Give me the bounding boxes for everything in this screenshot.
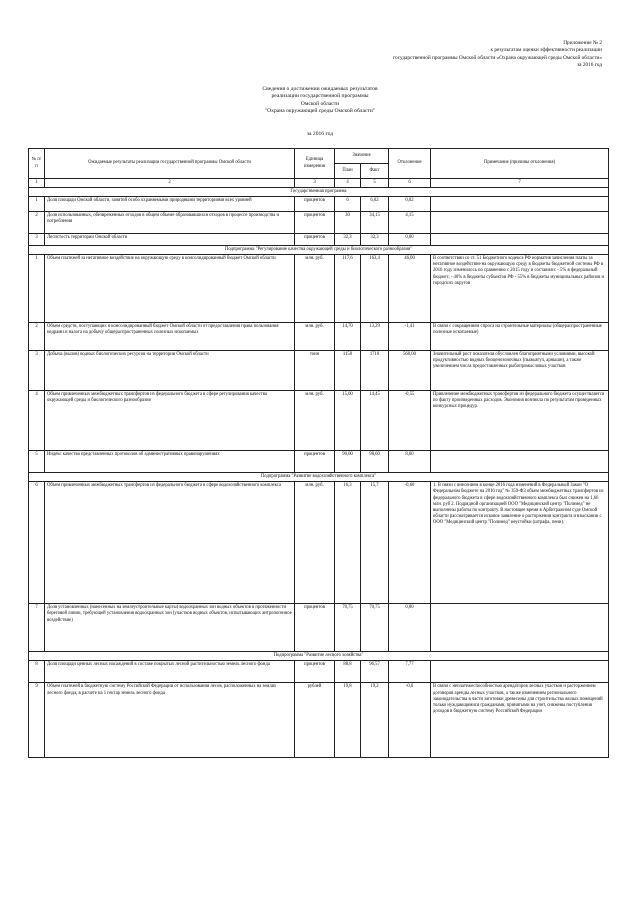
column-number: 5 xyxy=(361,179,389,188)
cell-plan: 90,00 xyxy=(335,451,361,473)
appendix-line: Приложение № 2 xyxy=(563,40,602,46)
table-row xyxy=(29,391,609,451)
cell-no: 2 xyxy=(29,212,45,234)
title-line: реализации государственной программы xyxy=(271,93,369,100)
cell-result: Объем средств, поступающих в консолидированный бюджет Омской области от предоставления права пользования недрами и налога на добычу общераспространенных полезных ископаемых xyxy=(45,323,295,351)
appendix-header xyxy=(272,40,602,70)
table-row xyxy=(29,255,609,323)
cell-fact: 163,4 xyxy=(361,255,389,323)
cell-deviation: 0,02 xyxy=(389,197,431,212)
document-title xyxy=(0,86,640,115)
cell-fact: 1710 xyxy=(361,351,389,391)
cell-note: В соответствии со ст. 51 Бюджетного кодекса РФ норматив зачисления платы за негативное воздействие на окружающую среду в бюджеты бюджетной системы РФ в 2016 году изменилось по сравнению с 2015 году и составили: - 5% в федеральный бюджет; - 40% в бюджеты субъектов РФ - 55% в бюджеты муниципальных районов и городских округов xyxy=(431,255,609,323)
cell-result: Доля площади Омской области, занятой особо охраняемыми природными территориями всех уровней xyxy=(45,197,295,212)
cell-note xyxy=(431,234,609,246)
cell-unit: рублей xyxy=(295,683,335,758)
cell-plan: 1150 xyxy=(335,351,361,391)
cell-plan: 30 xyxy=(335,212,361,234)
cell-deviation: -0,60 xyxy=(389,482,431,604)
cell-fact: 13,29 xyxy=(361,323,389,351)
cell-deviation: -0,55 xyxy=(389,391,431,451)
cell-no: 1 xyxy=(29,255,45,323)
header-plan: План xyxy=(335,164,361,179)
cell-no: 9 xyxy=(29,683,45,758)
cell-note: Привлечение межбюджетных трансфертов из федерального бюджета осуществляется по факту произведенных расходов. Экономия возникла по результатам проведенных конкурсных процедур. xyxy=(431,391,609,451)
header-no: № п/п xyxy=(29,149,45,179)
table-row xyxy=(29,604,609,652)
cell-deviation: -0,6 xyxy=(389,683,431,758)
cell-no: 2 xyxy=(29,323,45,351)
section-heading: Государственная программа xyxy=(29,188,609,197)
cell-unit: тонн xyxy=(295,351,335,391)
cell-fact: 96,57 xyxy=(361,661,389,683)
cell-no: 8 xyxy=(29,661,45,683)
table-row xyxy=(29,683,609,758)
cell-note xyxy=(431,197,609,212)
header-unit: Единица измерения xyxy=(295,149,335,179)
cell-deviation: 0,00 xyxy=(389,604,431,652)
cell-deviation: 7,77 xyxy=(389,661,431,683)
cell-result: Индекс качества представленных протоколов об административных правонарушениях xyxy=(45,451,295,473)
cell-fact: 6,02 xyxy=(361,197,389,212)
cell-result: Доля установленных (нанесенных на землеустроительные карты) водоохранных зон водных объектов в протяженности береговой линии, требующей установления водоохранных зон (участков водных объектов, испытывающих антропогенное воздействие) xyxy=(45,604,295,652)
cell-note xyxy=(431,212,609,234)
cell-fact: 15,7 xyxy=(361,482,389,604)
cell-fact: 14,45 xyxy=(361,391,389,451)
cell-plan: 32,3 xyxy=(335,234,361,246)
column-number: 2 xyxy=(45,179,295,188)
cell-note xyxy=(431,451,609,473)
title-line: Сведения о достижении ожидаемых результатов xyxy=(262,86,378,92)
cell-result: Лесистость территории Омской области xyxy=(45,234,295,246)
cell-fact: 70,75 xyxy=(361,604,389,652)
cell-plan: 19,8 xyxy=(335,683,361,758)
cell-note: В связи с сокращением спроса на строительные материалы (общераспространенные полезные ископаемые) xyxy=(431,323,609,351)
cell-note: Значительный рост показателя обусловлен благоприятными условиями, высокой продуктивностью водных биоценозоночных (пыжьягул, арнышн), а также увеличением числа предоставленных рыбопромысловых участков xyxy=(431,351,609,391)
table-row xyxy=(29,661,609,683)
cell-no: 6 xyxy=(29,482,45,604)
cell-unit: процентов xyxy=(295,661,335,683)
cell-result: Объем привлеченных межбюджетных трансфертов из федерального бюджета в сфере регулирования качества окружающей среды и биологического разнообразия xyxy=(45,391,295,451)
cell-plan: 117,6 xyxy=(335,255,361,323)
header-result: Ожидаемые результаты реализации государственной программы Омской области xyxy=(45,149,295,179)
header-fact: Факт xyxy=(361,164,389,179)
cell-deviation: -1,41 xyxy=(389,323,431,351)
cell-unit: млн. руб. xyxy=(295,482,335,604)
cell-plan: 88,8 xyxy=(335,661,361,683)
cell-note xyxy=(431,604,609,652)
cell-note xyxy=(431,661,609,683)
cell-result: Объем платежей в бюджетную систему Российской Федерации от использования лесов, расположенных на землях лесного фонда, в расчете на 1 гектар земель лесного фонда xyxy=(45,683,295,758)
cell-plan: 14,70 xyxy=(335,323,361,351)
cell-result: Объем привлеченных межбюджетных трансфертов из федерального бюджета в сфере водохозяйственного комплекса xyxy=(45,482,295,604)
cell-no: 7 xyxy=(29,604,45,652)
cell-plan: 6 xyxy=(335,197,361,212)
cell-result: Добыча (вылов) водных биологических ресурсов на территории Омской области xyxy=(45,351,295,391)
cell-plan: 70,75 xyxy=(335,604,361,652)
cell-deviation: 4,15 xyxy=(389,212,431,234)
cell-unit: млн. руб. xyxy=(295,391,335,451)
cell-plan: 16,3 xyxy=(335,482,361,604)
cell-unit: процентов xyxy=(295,197,335,212)
cell-fact: 98,60 xyxy=(361,451,389,473)
cell-plan: 15,00 xyxy=(335,391,361,451)
cell-deviation: 46,00 xyxy=(389,255,431,323)
report-year: за 2016 год xyxy=(306,131,334,137)
table-row xyxy=(29,212,609,234)
cell-deviation: 8,60 xyxy=(389,451,431,473)
header-value: Значение xyxy=(335,149,389,164)
cell-no: 4 xyxy=(29,391,45,451)
cell-note: 1. В связи с внесением в конце 2016 года изменений в Федеральный Закон "О Федеральном бюджете на 2016 год" № 359-ФЗ объем межбюджетных трансфертов из федерального бюджета в сфере водохозяйственного комплекса был снижен на 1,66 млн. руб 2. Подрядной организацией ООО "Медицинский центр "Полимед" не выполнены работы по контракту. В настоящее время в Арбитражном суде Омской области рассматривается исковое заявление о расторжении контракта и взыскании с ООО "Медицинский центр "Полимед" неустойки (штрафа, пени). xyxy=(431,482,609,604)
cell-unit: процентов xyxy=(295,604,335,652)
table-row xyxy=(29,451,609,473)
column-number: 6 xyxy=(389,179,431,188)
table-row xyxy=(29,482,609,604)
cell-unit: процентов xyxy=(295,234,335,246)
column-number: 4 xyxy=(335,179,361,188)
table-row xyxy=(29,197,609,212)
column-number: 3 xyxy=(295,179,335,188)
cell-unit: млн. руб. xyxy=(295,255,335,323)
table-row xyxy=(29,351,609,391)
cell-unit: млн. руб. xyxy=(295,323,335,351)
header-deviation: Отклонение xyxy=(389,149,431,179)
cell-fact: 19,2 xyxy=(361,683,389,758)
appendix-line: за 2016 год xyxy=(577,62,602,69)
section-heading: Подпрограмма "Регулирование качества окружающей среды и биологического разнообразия" xyxy=(29,246,609,255)
table-row xyxy=(29,234,609,246)
cell-fact: 34,15 xyxy=(361,212,389,234)
section-heading: Подпрограмма "Развитие водохозяйственного комплекса" xyxy=(29,473,609,482)
cell-note: В связи с неплатежеспособностью арендаторов лесных участков и расторжением договоров аренды лесных участков, а также изменением регионального законодательства в части заготовки древесины для строительства жилых помещений только нуждающимися гражданами, принятыми на учет, снижены поступления доходов в бюджетную систему Российской Федерации xyxy=(431,683,609,758)
cell-unit: процентов xyxy=(295,212,335,234)
cell-result: Объем платежей за негативное воздействие на окружающую среду в консолидированный бюджет Омской области xyxy=(45,255,295,323)
column-number: 7 xyxy=(431,179,609,188)
results-table xyxy=(28,148,609,758)
cell-no: 1 xyxy=(29,197,45,212)
cell-deviation: 560,00 xyxy=(389,351,431,391)
column-number: 1 xyxy=(29,179,45,188)
cell-fact: 32,3 xyxy=(361,234,389,246)
title-line: "Охрана окружающей среды Омской области" xyxy=(264,107,376,114)
cell-result: Доля использованных, обезвреженных отходов в общем объеме образовавшихся отходов в процессе производства и потребления xyxy=(45,212,295,234)
cell-no: 3 xyxy=(29,234,45,246)
cell-no: 3 xyxy=(29,351,45,391)
section-heading: Подпрограмма "Развитие лесного хозяйства" xyxy=(29,652,609,661)
title-line: Омской области xyxy=(300,100,340,107)
cell-unit: процентов xyxy=(295,451,335,473)
appendix-line: государственной программы Омской области «Охрана окружающей среды Омской области» xyxy=(392,54,602,61)
cell-deviation: 0,00 xyxy=(389,234,431,246)
appendix-line: к результатам оценки эффективности реализации xyxy=(490,47,602,54)
header-note: Примечание (причины отклонения) xyxy=(431,149,609,179)
cell-result: Доля площади ценных лесных насаждений в составе покрытых лесной растительностью земель лесного фонда xyxy=(45,661,295,683)
table-row xyxy=(29,323,609,351)
cell-no: 5 xyxy=(29,451,45,473)
